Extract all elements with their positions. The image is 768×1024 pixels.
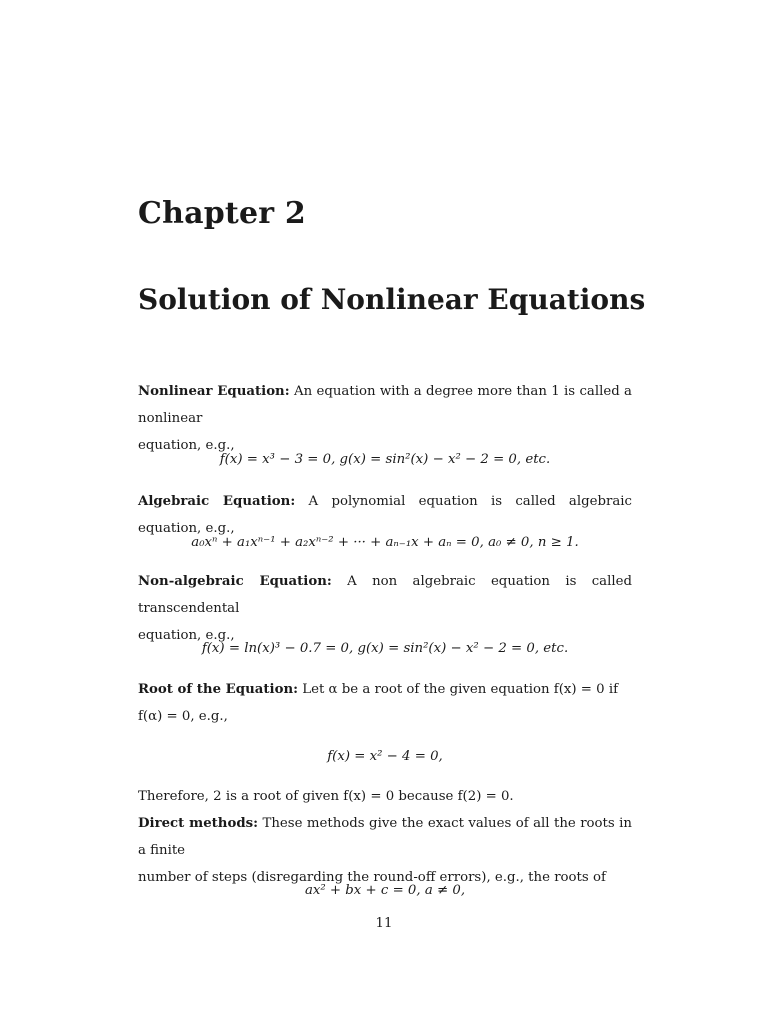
root-definition bbox=[138, 676, 632, 730]
direct-methods-text-line2: number of steps (disregarding the round-off errors), e.g., the roots of bbox=[138, 870, 606, 885]
nonlinear-text-line1: An equation with a degree more than 1 is called a nonlinear bbox=[138, 384, 632, 426]
root-conclusion bbox=[138, 783, 632, 810]
algebraic-definition bbox=[138, 488, 632, 542]
equation-root-example: f(x) = x² − 4 = 0, bbox=[327, 749, 443, 764]
non-algebraic-definition bbox=[138, 568, 632, 649]
direct-methods-definition bbox=[138, 810, 632, 891]
root-text-line1: Let α be a root of the given equation f(x) = 0 if bbox=[298, 682, 619, 697]
equation-quadratic-example: ax² + bx + c = 0, a ≠ 0, bbox=[304, 883, 466, 898]
root-term: Root of the Equation: bbox=[138, 682, 299, 697]
non-algebraic-term: Non-algebraic Equation: bbox=[138, 574, 332, 589]
root-text-line2: f(α) = 0, e.g., bbox=[138, 709, 228, 724]
non-algebraic-text-line1: A non algebraic equation is called transcendental bbox=[138, 574, 632, 616]
equation-nonlinear-example: f(x) = x³ − 3 = 0, g(x) = sin²(x) − x² − 2 = 0, etc. bbox=[219, 452, 551, 467]
equation-algebraic-example: a₀xⁿ + a₁xⁿ⁻¹ + a₂xⁿ⁻² + ··· + aₙ₋₁x + aₙ = 0, a₀ ≠ 0, n ≥ 1. bbox=[191, 535, 579, 550]
root-conclusion-text: Therefore, 2 is a root of given f(x) = 0 because f(2) = 0. bbox=[138, 789, 514, 804]
page-number: 11 bbox=[375, 916, 393, 931]
chapter-title: Solution of Nonlinear Equations bbox=[138, 283, 646, 316]
nonlinear-text-line2: equation, e.g., bbox=[138, 438, 235, 453]
chapter-label: Chapter 2 bbox=[138, 196, 306, 231]
direct-methods-term: Direct methods: bbox=[138, 816, 259, 831]
non-algebraic-text-line2: equation, e.g., bbox=[138, 628, 235, 643]
nonlinear-term: Nonlinear Equation: bbox=[138, 384, 290, 399]
algebraic-text: A polynomial equation is called algebraic equation, e.g., bbox=[138, 494, 632, 536]
direct-methods-text-line1: These methods give the exact values of all the roots in a finite bbox=[138, 816, 632, 858]
algebraic-term: Algebraic Equation: bbox=[138, 494, 296, 509]
equation-transcendental-example: f(x) = ln(x)³ − 0.7 = 0, g(x) = sin²(x) − x² − 2 = 0, etc. bbox=[201, 641, 569, 656]
nonlinear-definition bbox=[138, 378, 632, 459]
